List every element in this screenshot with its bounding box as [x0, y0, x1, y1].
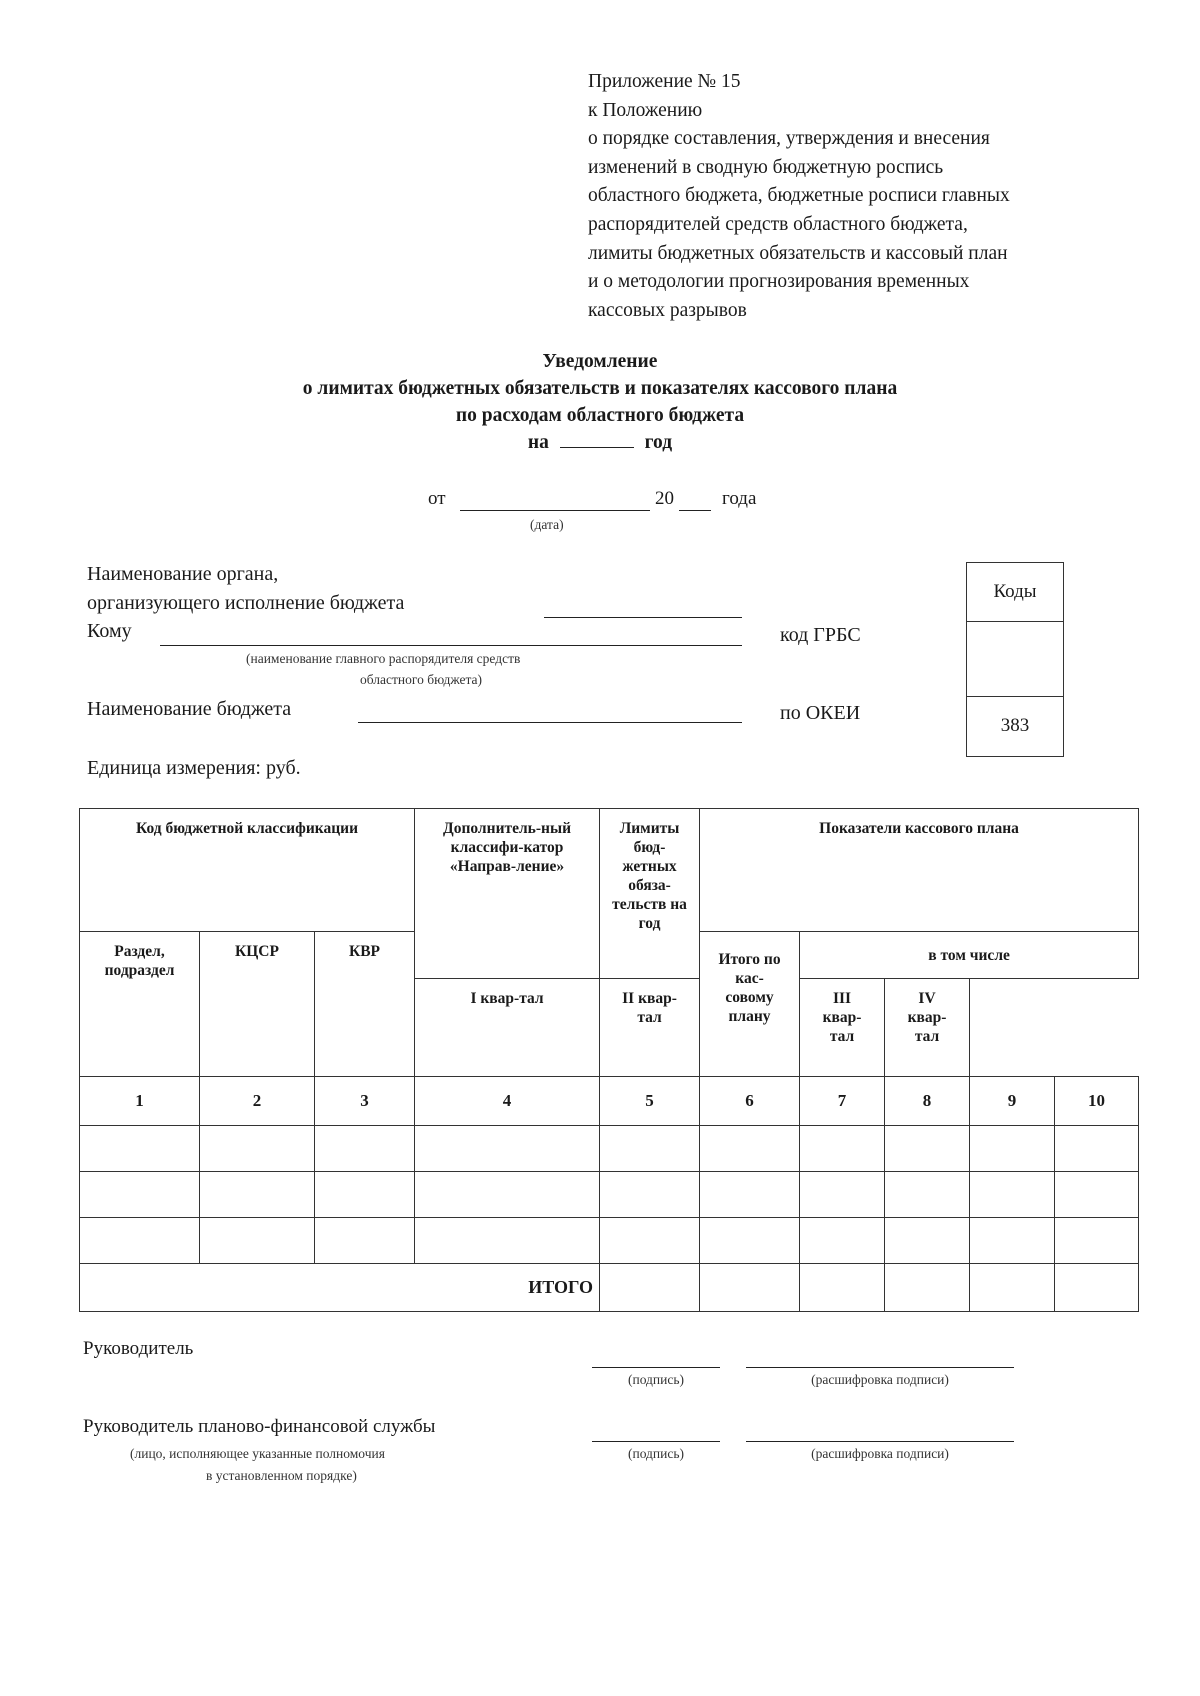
table-cell[interactable]	[415, 1218, 600, 1264]
header-including: в том числе	[800, 932, 1139, 979]
okei-code-cell: 383	[1000, 715, 1030, 736]
table-cell[interactable]	[885, 1126, 970, 1172]
table-cell[interactable]	[885, 1172, 970, 1218]
codes-box	[966, 562, 1064, 757]
table-cell[interactable]	[700, 1126, 800, 1172]
table-cell[interactable]	[80, 1172, 200, 1218]
column-number: 1	[80, 1077, 200, 1126]
header-section: Раздел, подраздел	[80, 932, 200, 1077]
table-cell[interactable]	[1055, 1264, 1139, 1312]
grbs-code-cell[interactable]	[967, 622, 1063, 697]
head-signature-caption: (подпись)	[627, 1372, 685, 1387]
date-year-blank[interactable]	[679, 510, 711, 511]
organ-field[interactable]	[544, 617, 742, 618]
table-row	[80, 1218, 1139, 1264]
organ-label-1: Наименование органа,	[87, 563, 279, 585]
grbs-label: код ГРБС	[780, 624, 861, 646]
date-day-month-blank[interactable]	[460, 510, 650, 511]
title-line-3: по расходам областного бюджета	[455, 405, 745, 426]
table-cell[interactable]	[700, 1264, 800, 1312]
table-cell[interactable]	[885, 1218, 970, 1264]
header-kvr: КВР	[315, 932, 415, 1077]
table-cell[interactable]	[200, 1172, 315, 1218]
appendix-line: лимиты бюджетных обязательств и кассовый план	[588, 242, 1008, 264]
okei-label: по ОКЕИ	[780, 702, 861, 724]
appendix-line: кассовых разрывов	[588, 299, 747, 321]
table-cell[interactable]	[80, 1218, 200, 1264]
header-budget-classification: Код бюджетной классификации	[80, 809, 415, 932]
table-row	[80, 1172, 1139, 1218]
budget-label: Наименование бюджета	[87, 698, 292, 720]
table-cell[interactable]	[415, 1126, 600, 1172]
table-cell[interactable]	[315, 1172, 415, 1218]
table-cell[interactable]	[200, 1218, 315, 1264]
title-year-line	[0, 429, 1200, 456]
header-cash-plan: Показатели кассового плана	[700, 809, 1139, 932]
table-cell[interactable]	[600, 1126, 700, 1172]
appendix-line: и о методологии прогнозирования временных	[588, 271, 970, 293]
recipient-field[interactable]	[160, 645, 742, 646]
fin-sub-2: в установленном порядке)	[206, 1468, 357, 1483]
year-blank[interactable]	[560, 429, 634, 448]
header-q2: II квар-тал	[600, 979, 700, 1077]
year-suffix: год	[644, 432, 673, 453]
table-cell[interactable]	[800, 1264, 885, 1312]
column-number: 2	[200, 1077, 315, 1126]
budget-name-field[interactable]	[358, 722, 742, 723]
limits-table	[79, 808, 1139, 1312]
table-cell[interactable]	[415, 1172, 600, 1218]
total-row	[80, 1264, 1139, 1312]
header-q4: IV квар-тал	[885, 979, 970, 1077]
table-cell[interactable]	[800, 1126, 885, 1172]
appendix-block	[588, 68, 1148, 325]
appendix-line: к Положению	[588, 99, 703, 121]
table-cell[interactable]	[970, 1126, 1055, 1172]
codes-header: Коды	[967, 563, 1063, 622]
appendix-line: о порядке составления, утверждения и внесения	[588, 128, 990, 150]
header-total-plan: Итого по кас-совому плану	[700, 932, 800, 1077]
date-prefix: от	[428, 488, 446, 509]
column-number: 6	[700, 1077, 800, 1126]
table-cell[interactable]	[1055, 1218, 1139, 1264]
header-q1: I квар-тал	[415, 979, 600, 1077]
table-row	[80, 1126, 1139, 1172]
column-number: 9	[970, 1077, 1055, 1126]
fin-signature-field[interactable]	[592, 1441, 720, 1442]
appendix-line: изменений в сводную бюджетную роспись	[588, 156, 944, 178]
column-number: 7	[800, 1077, 885, 1126]
appendix-line: Приложение № 15	[588, 71, 741, 92]
table-cell[interactable]	[970, 1172, 1055, 1218]
date-century: 20	[655, 488, 674, 509]
header-q3: III квар-тал	[800, 979, 885, 1077]
table-cell[interactable]	[200, 1126, 315, 1172]
table-cell[interactable]	[600, 1264, 700, 1312]
total-label: ИТОГО	[80, 1264, 600, 1312]
unit-label: Единица измерения: руб.	[87, 757, 301, 779]
table-cell[interactable]	[970, 1218, 1055, 1264]
appendix-line: областного бюджета, бюджетные росписи главных	[588, 185, 1010, 207]
organ-label-2: организующего исполнение бюджета	[87, 592, 405, 614]
table-cell[interactable]	[970, 1264, 1055, 1312]
column-number: 5	[600, 1077, 700, 1126]
head-decode-caption: (расшифровка подписи)	[811, 1372, 949, 1387]
column-number: 10	[1055, 1077, 1139, 1126]
header-additional-classifier: Дополнитель-ный классифи-катор «Направ-ление»	[415, 809, 600, 979]
fin-signature-caption: (подпись)	[627, 1446, 685, 1461]
fin-sub-1: (лицо, исполняющее указанные полномочия	[130, 1446, 385, 1461]
column-number: 3	[315, 1077, 415, 1126]
fin-label: Руководитель планово-финансовой службы	[83, 1416, 436, 1437]
column-number: 4	[415, 1077, 600, 1126]
header-limits: Лимиты бюд-жетных обяза-тельств на год	[600, 809, 700, 979]
table-cell[interactable]	[315, 1218, 415, 1264]
fin-decode-caption: (расшифровка подписи)	[811, 1446, 949, 1461]
table-cell[interactable]	[1055, 1172, 1139, 1218]
title-line-1: Уведомление	[542, 351, 658, 372]
recipient-caption-1: (наименование главного распорядителя средств	[246, 651, 521, 666]
head-signature-field[interactable]	[592, 1367, 720, 1368]
recipient-caption-2: областного бюджета)	[360, 672, 483, 687]
column-number: 8	[885, 1077, 970, 1126]
table-cell[interactable]	[600, 1172, 700, 1218]
table-cell[interactable]	[700, 1218, 800, 1264]
appendix-line: распорядителей средств областного бюджета,	[588, 213, 968, 235]
date-caption: (дата)	[530, 517, 564, 532]
head-decode-field[interactable]	[746, 1367, 1014, 1368]
header-kcsr: КЦСР	[200, 932, 315, 1077]
table-cell[interactable]	[800, 1218, 885, 1264]
to-label: Кому	[87, 620, 132, 642]
table-cell[interactable]	[600, 1218, 700, 1264]
fin-decode-field[interactable]	[746, 1441, 1014, 1442]
table-cell[interactable]	[1055, 1126, 1139, 1172]
head-label: Руководитель	[83, 1338, 194, 1359]
title-line-2: о лимитах бюджетных обязательств и показателях кассового плана	[302, 378, 898, 399]
table-cell[interactable]	[885, 1264, 970, 1312]
table-cell[interactable]	[80, 1126, 200, 1172]
table-cell[interactable]	[700, 1172, 800, 1218]
year-prefix: на	[527, 432, 549, 453]
table-cell[interactable]	[315, 1126, 415, 1172]
document-title	[0, 348, 1200, 456]
table-cell[interactable]	[800, 1172, 885, 1218]
date-suffix: года	[722, 488, 757, 509]
